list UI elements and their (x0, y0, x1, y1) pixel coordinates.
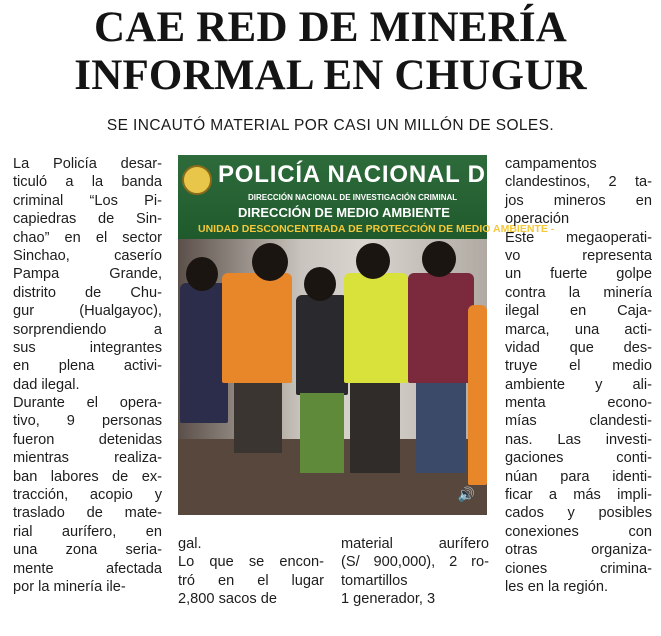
headline-line-1: CAE RED DE MINERÍA (93, 4, 568, 51)
article-line: rial aurífero, en (13, 523, 162, 540)
article-line: Lo que se encon- (178, 554, 324, 571)
article-line: tivo, 9 personas (13, 413, 162, 430)
article-line: campamentos (505, 156, 597, 172)
banner-line-3: UNIDAD DESCONCENTRADA DE PROTECCIÓN DE MEDIO AMBIENTE - (198, 223, 555, 235)
article-line: una zona seria- (13, 542, 162, 559)
detainee-head (422, 241, 456, 277)
article-line: capiedras de Sin- (13, 211, 162, 228)
detainee-head (304, 267, 336, 301)
article-line: fueron detenidas (13, 431, 162, 448)
subheadline: SE INCAUTÓ MATERIAL POR CASI UN MILLÓN DE SOLES. (106, 117, 555, 134)
banner-line-1: DIRECCIÓN NACIONAL DE INVESTIGACIÓN CRIMINAL (248, 193, 458, 202)
headline (0, 4, 661, 100)
article-line: núan para identi- (505, 468, 652, 485)
article-line: marca, una acti- (505, 321, 652, 338)
article-line: 1 generador, 3 (341, 591, 436, 608)
article-line: ambiente y ali- (505, 376, 652, 393)
article-line: chao” en el sector (13, 229, 162, 246)
article-line: Durante el opera- (13, 395, 162, 412)
article-line: nas. Las investi- (505, 431, 652, 448)
detainee-4 (344, 273, 408, 383)
article-line: jos mineros en (505, 192, 652, 209)
police-emblem-icon (182, 165, 212, 195)
article-line: conexiones con (505, 523, 652, 540)
article-line: traslado de mate- (13, 505, 162, 522)
article-line: otras organiza- (505, 542, 652, 559)
article-line: en plena activi- (13, 358, 162, 375)
detainee-legs (234, 383, 282, 453)
article-line: cados y posibles (505, 505, 652, 522)
article-line: por la minería ile- (13, 578, 126, 595)
article-line: mente afectada (13, 560, 162, 577)
article-line: ciones crimina- (505, 560, 652, 577)
article-line: 2,800 sacos de (178, 591, 277, 608)
detainee-head (252, 243, 288, 281)
article-line: vidad que des- (505, 339, 652, 356)
article-line: material aurífero (341, 536, 489, 552)
article-column-2 (178, 535, 324, 609)
article-line: Este megaoperati- (505, 229, 652, 246)
article-line: les en la región. (505, 578, 609, 595)
detainee-head (356, 243, 390, 279)
article-line: contra la minería (505, 284, 652, 301)
article-line: Sinchao, caserío (13, 247, 162, 264)
article-line: tomartillos (341, 572, 408, 589)
detainee-legs (416, 383, 466, 473)
detainee-legs (350, 383, 400, 473)
detainee-head (186, 257, 218, 291)
article-column-4 (505, 155, 652, 596)
banner-line-2: DIRECCIÓN DE MEDIO AMBIENTE (238, 205, 450, 220)
article-line: tró en el lugar (178, 572, 324, 589)
detainee-1 (180, 283, 228, 423)
detainee-5 (408, 273, 474, 383)
article-line: ficar a más impli- (505, 487, 652, 504)
article-line: truye el medio (505, 358, 652, 375)
article-line: un fuerte golpe (505, 266, 652, 283)
article-line: Pampa Grande, (13, 266, 162, 283)
article-line: operación (505, 211, 570, 228)
article-line: criminal “Los Pi- (13, 192, 162, 209)
article-line: gal. (178, 536, 202, 552)
article-line: dad ilegal. (13, 376, 80, 393)
article-line: ticuló a la banda (13, 174, 162, 191)
article-line: gaciones conti- (505, 450, 652, 467)
article-line: (S/ 900,000), 2 ro- (341, 554, 489, 571)
article-line: vo representa (505, 247, 652, 264)
article-line: mías clandesti- (505, 413, 652, 430)
article-line: ban labores de ex- (13, 468, 162, 485)
speaker-icon: 🔊 (457, 486, 475, 502)
article-line: tracción, acopio y (13, 487, 162, 504)
article-line: ilegal en Caja- (505, 303, 652, 320)
article-line: menta econo- (505, 395, 652, 412)
article-line: gur (Hualgayoc), (13, 303, 162, 320)
article-line: sorprendiendo a (13, 321, 162, 338)
article-line: distrito de Chu- (13, 284, 162, 301)
article-line: La Policía desar- (13, 156, 162, 172)
detainee-2 (222, 273, 292, 383)
detainee-legs (300, 393, 344, 473)
article-column-3 (341, 535, 489, 609)
article-column-1 (13, 155, 162, 596)
article-line: mientras realiza- (13, 450, 162, 467)
article-line: clandestinos, 2 ta- (505, 174, 652, 191)
article-line: sus integrantes (13, 339, 162, 356)
banner-title: POLICÍA NACIONAL DEL P (218, 161, 542, 188)
detainee-6 (468, 305, 487, 485)
detainee-3 (296, 295, 348, 395)
headline-line-2: INFORMAL EN CHUGUR (74, 52, 587, 99)
